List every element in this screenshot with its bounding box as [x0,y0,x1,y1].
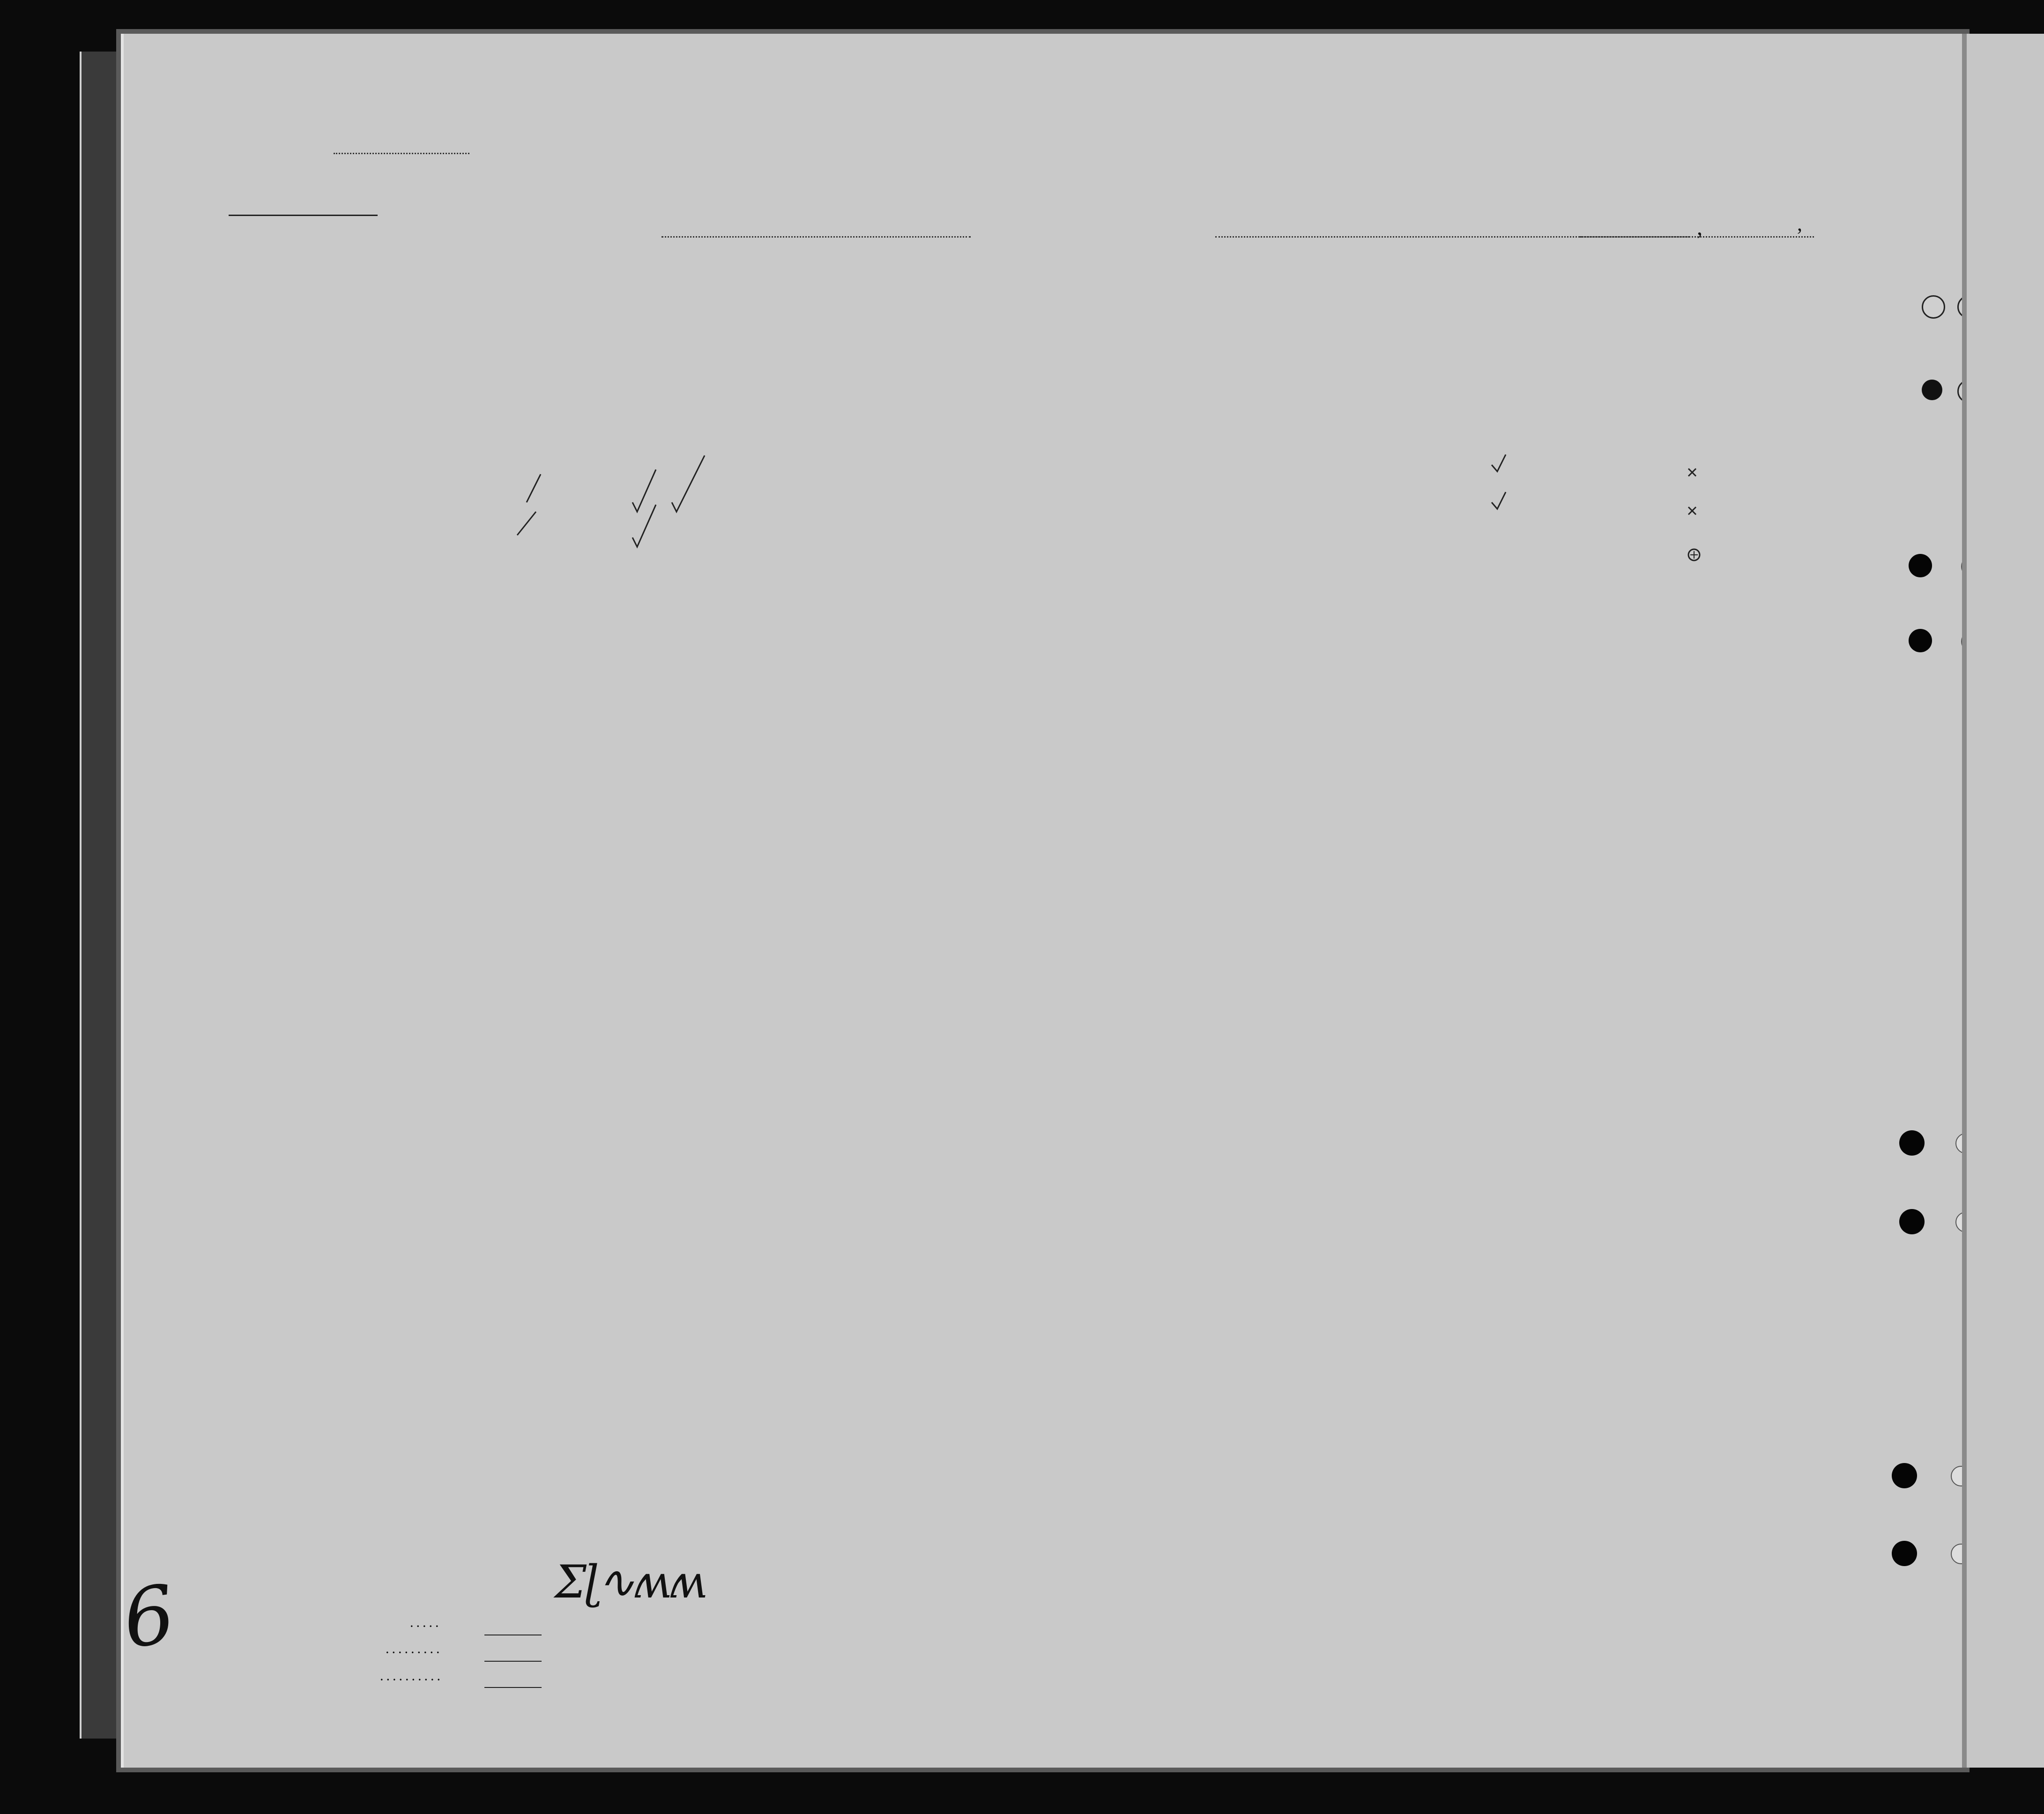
comma-separator-2: , [1797,212,1802,235]
binding-edge [80,52,124,1739]
check-mark [672,455,705,512]
check-mark [632,470,656,512]
page-mark: 6 [117,1568,181,1667]
cross-mark [1690,551,1698,559]
check-marks [124,34,1965,596]
punch-hole [1899,1209,1925,1234]
comma-separator: , [1697,215,1702,240]
punch-hole-outline [1922,295,1945,319]
manifest-sheet [117,34,1965,1768]
purser-signature: Ʃɭ∿ʍʍ [555,1556,704,1608]
punch-hole [1909,629,1932,652]
punch-hole [1892,1541,1917,1566]
check-mark [1492,455,1506,471]
punch-hole [1899,1130,1925,1156]
leader-dots: ..... [410,1618,442,1629]
cross-mark [1688,469,1696,476]
leader-dots: ......... [386,1644,443,1656]
punch-hole [1892,1463,1917,1488]
total-line [484,1661,542,1662]
next-page-edge [1962,34,2044,1768]
total-line [484,1687,542,1688]
cross-mark [1688,507,1696,515]
check-mark [527,474,541,502]
leader-dots: .......... [380,1671,444,1683]
check-mark [632,505,656,547]
check-mark [1492,492,1506,509]
punch-hole [1909,554,1932,577]
check-mark [517,512,536,535]
punch-hole [1922,380,1942,400]
